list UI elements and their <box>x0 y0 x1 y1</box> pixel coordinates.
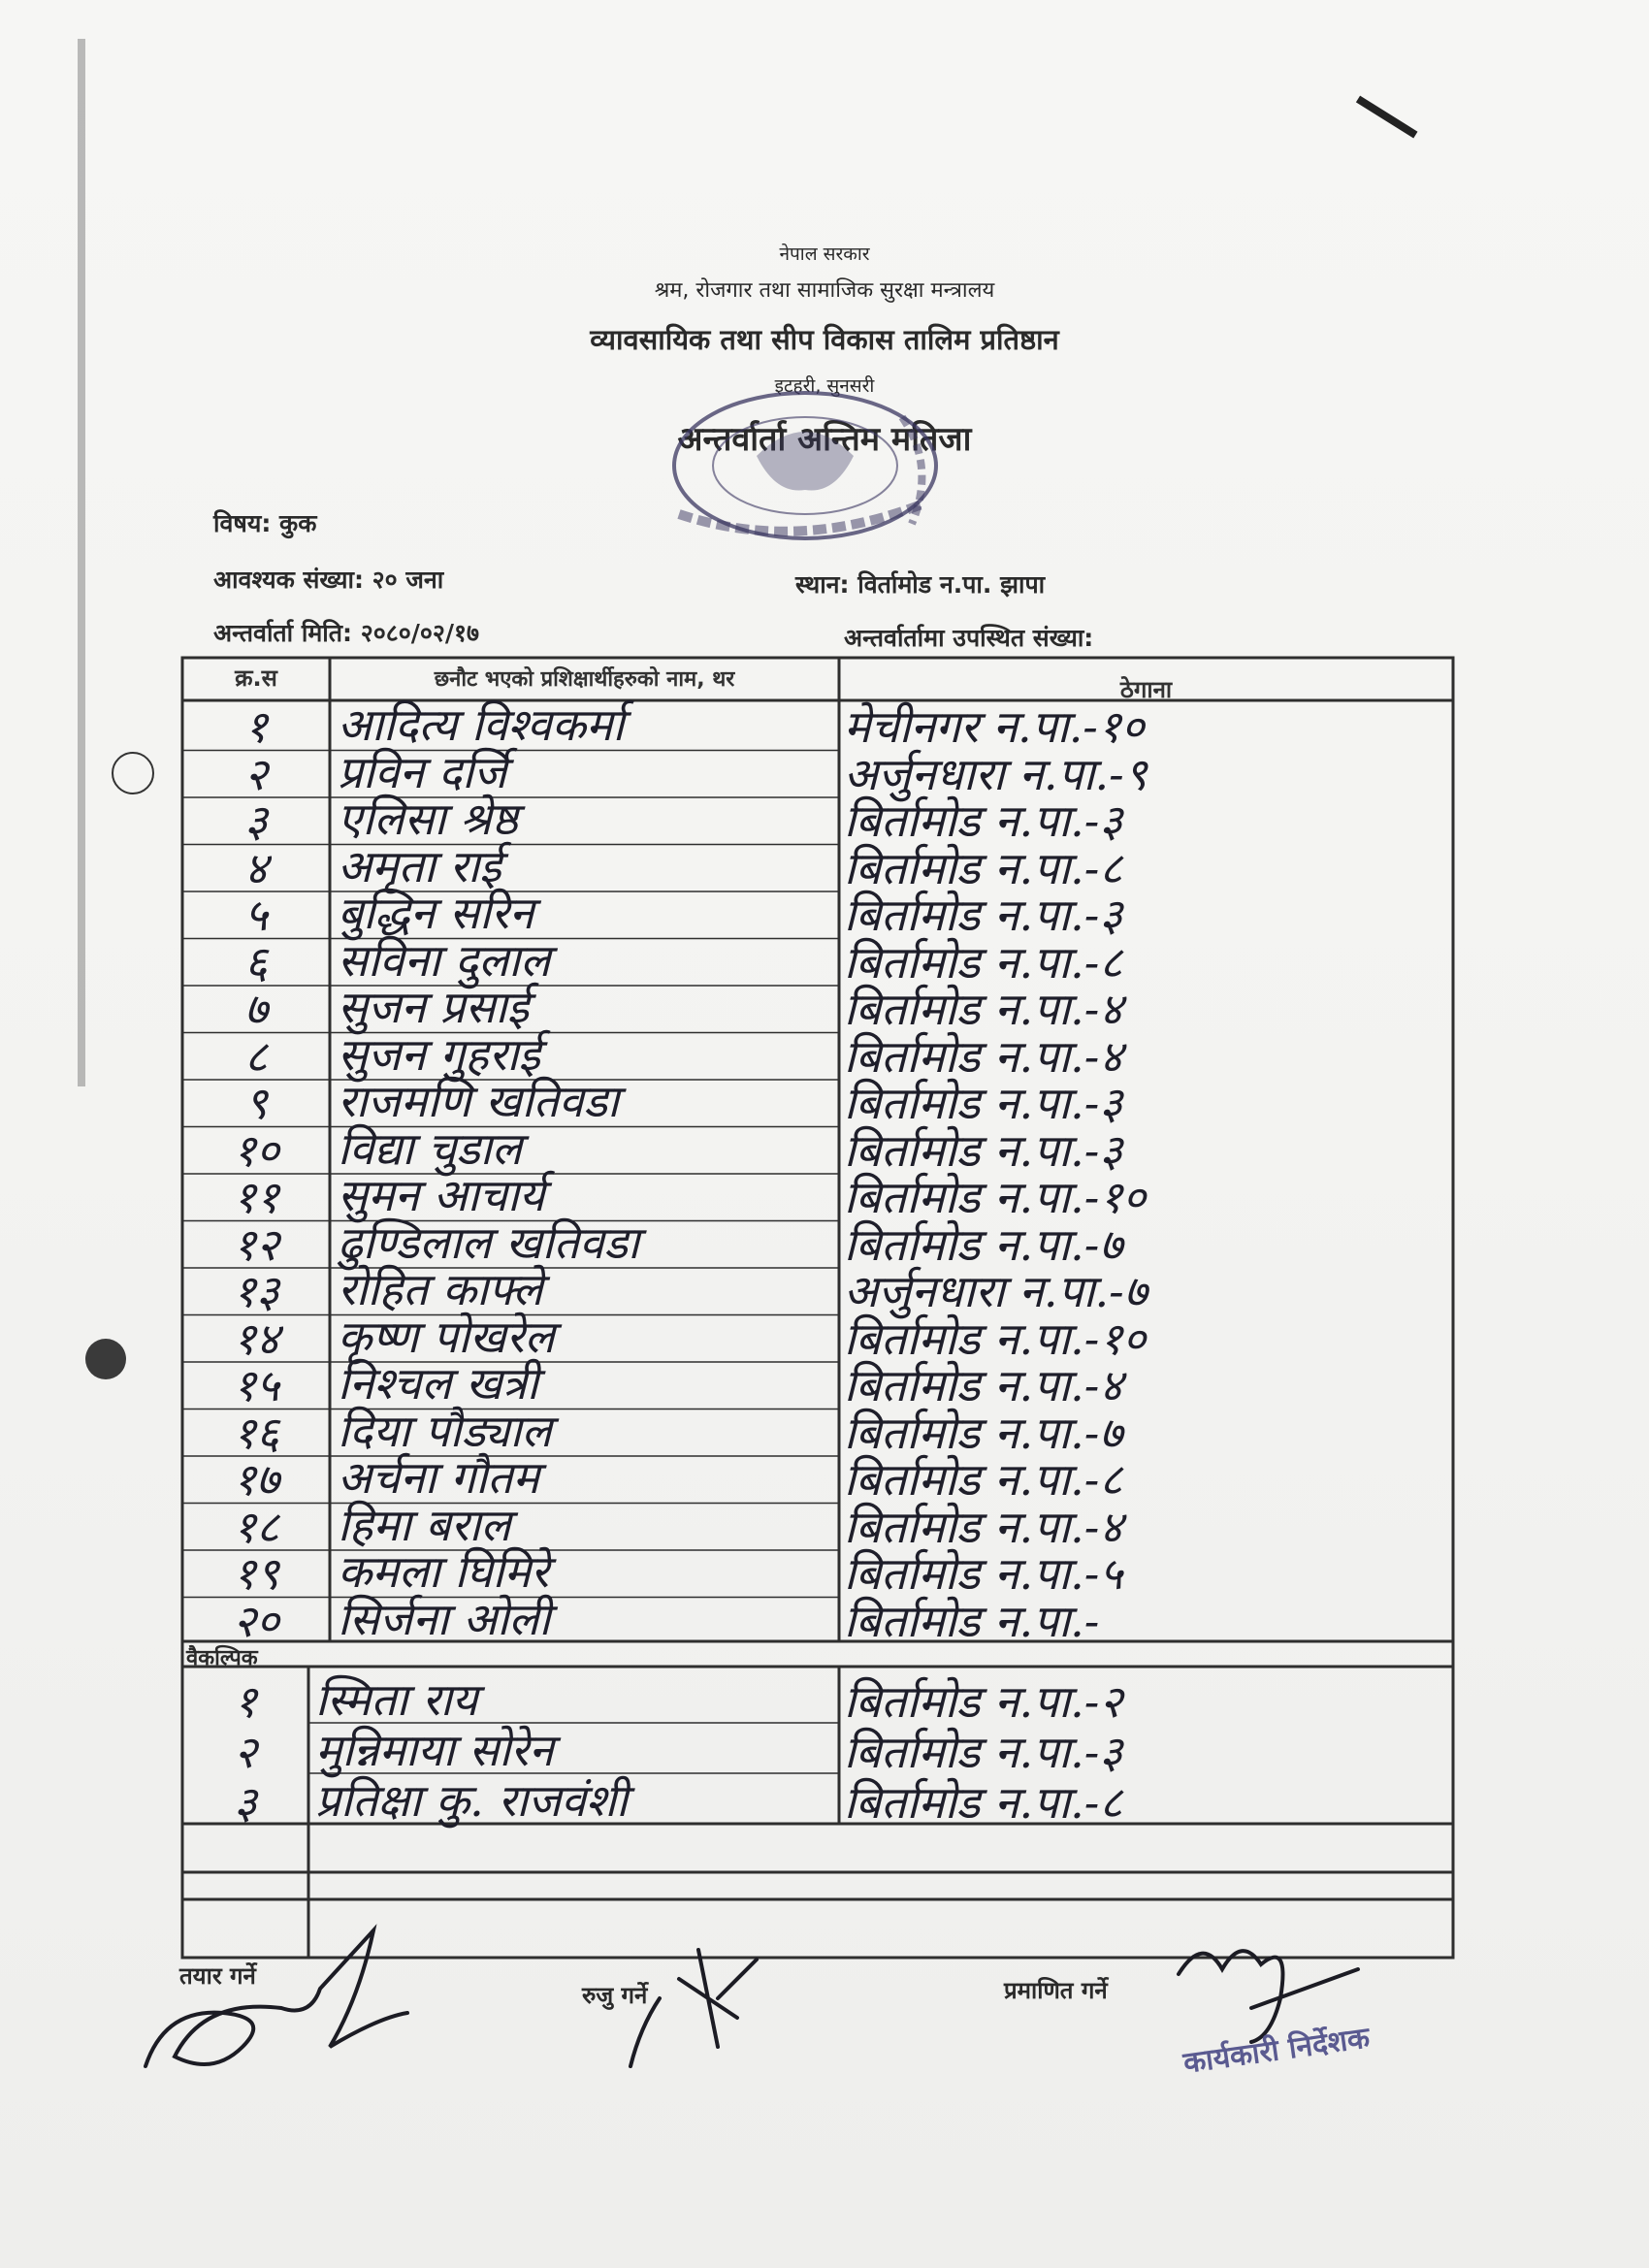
row-name: निश्चल खत्री <box>338 1357 538 1409</box>
row-address: बिर्तामोड न.पा.-३ <box>844 1077 1123 1129</box>
row-address: बिर्तामोड न.पा.-८ <box>844 841 1123 894</box>
row-address: बिर्तामोड न.पा.-७ <box>844 1406 1123 1459</box>
row-address: बिर्तामोड न.पा.-७ <box>844 1217 1123 1271</box>
row-name: विद्या चुडाल <box>338 1121 522 1175</box>
row-serial: १० <box>233 1123 279 1177</box>
row-name: सुमन आचार्य <box>338 1169 545 1221</box>
row-name: सिर्जना ओली <box>338 1592 551 1645</box>
alternate-serial: २ <box>234 1726 257 1778</box>
row-address: बिर्तामोड न.पा.-३ <box>844 794 1123 847</box>
row-name: अमृता राई <box>338 839 501 892</box>
row-name: अर्चना गौतम <box>338 1451 539 1504</box>
interview-date: अन्तर्वार्ता मिति: २०८०/०२/१७ <box>213 619 479 647</box>
row-name: प्रविन दर्जि <box>338 745 507 798</box>
row-serial: १९ <box>233 1547 279 1600</box>
row-serial: ६ <box>244 935 268 988</box>
signature-checked <box>630 1950 757 2066</box>
row-serial: ९ <box>244 1077 268 1129</box>
row-address: बिर्तामोड न.पा.- <box>844 1594 1100 1647</box>
signature-prepared <box>146 1930 407 2066</box>
row-address: मेचीनगर न.पा.-१० <box>844 700 1145 753</box>
row-address: बिर्तामोड न.पा.-४ <box>844 983 1123 1035</box>
subject-label: विषय: कुक <box>213 509 317 537</box>
alternate-serial: ३ <box>234 1776 257 1829</box>
row-serial: ५ <box>244 889 268 941</box>
row-address: बिर्तामोड न.पा.-८ <box>844 935 1123 988</box>
row-name: कृष्ण पोखरेल <box>338 1310 555 1363</box>
prepared-by-label: तयार गर्ने <box>179 1962 256 1990</box>
row-serial: ३ <box>244 794 268 847</box>
alternate-serial: १ <box>234 1675 257 1728</box>
row-name: सविना दुलाल <box>338 933 551 987</box>
row-name: रोहित काफ्ले <box>338 1263 543 1315</box>
row-address: बिर्तामोड न.पा.-४ <box>844 1029 1123 1083</box>
row-name: राजमणि खतिवडा <box>338 1075 620 1127</box>
row-serial: १३ <box>233 1265 279 1317</box>
row-serial: ८ <box>244 1029 268 1083</box>
row-name: कमला घिमिरे <box>338 1545 549 1598</box>
govt-label: नेपाल सरकार <box>779 243 870 265</box>
row-serial: १८ <box>233 1500 279 1553</box>
row-address: अर्जुनधारा न.पा.-७ <box>844 1265 1148 1317</box>
row-address: बिर्तामोड न.पा.-३ <box>844 889 1123 941</box>
checked-by-label: रुजु गर्ने <box>582 1982 648 2009</box>
row-name: आदित्य विश्वकर्मा <box>338 698 625 751</box>
row-serial: ४ <box>244 841 268 894</box>
row-name: ढुण्डिलाल खतिवडा <box>338 1215 640 1269</box>
row-serial: १५ <box>233 1359 279 1411</box>
row-serial: ११ <box>233 1171 279 1223</box>
row-address: बिर्तामोड न.पा.-८ <box>844 1453 1123 1506</box>
alternate-label: वैकल्पिक <box>186 1646 258 1670</box>
row-address: बिर्तामोड न.पा.-४ <box>844 1500 1123 1553</box>
row-name: बुद्धिन सरिन <box>338 887 534 939</box>
row-name: एलिसा श्रेष्ठ <box>338 793 518 845</box>
row-address: बिर्तामोड न.पा.-१० <box>844 1312 1147 1365</box>
row-address: बिर्तामोड न.पा.-३ <box>844 1123 1123 1177</box>
row-name: हिमा बराल <box>338 1498 511 1551</box>
row-address: बिर्तामोड न.पा.-४ <box>844 1359 1123 1411</box>
executive-director-stamp: कार्यकारी निर्देशक <box>1180 2021 1373 2081</box>
row-address: अर्जुनधारा न.पा.-९ <box>844 747 1148 800</box>
row-address: बिर्तामोड न.पा.-१० <box>844 1171 1147 1223</box>
row-serial: ७ <box>244 983 268 1035</box>
required-count: आवश्यक संख्या: २० जना <box>213 566 444 594</box>
alternate-name: मुन्निमाया सोरेन <box>315 1724 554 1776</box>
alternate-name: स्मिता राय <box>315 1673 478 1726</box>
ministry-label: श्रम, रोजगार तथा सामाजिक सुरक्षा मन्त्रालय <box>654 278 995 303</box>
row-serial: २ <box>244 747 268 800</box>
alternate-name: प्रतिक्षा कु. राजवंशी <box>315 1774 629 1827</box>
institute-title: व्यावसायिक तथा सीप विकास तालिम प्रतिष्ठान <box>590 323 1059 356</box>
row-name: दिया पौड्याल <box>338 1404 552 1457</box>
row-address: बिर्तामोड न.पा.-५ <box>844 1547 1123 1600</box>
approved-by-label: प्रमाणित गर्ने <box>1004 1977 1108 2004</box>
row-serial: १४ <box>233 1312 279 1365</box>
alternate-address: बिर्तामोड न.पा.-८ <box>844 1776 1123 1829</box>
row-serial: १२ <box>233 1217 279 1271</box>
attendance-count: अन्तर्वार्तामा उपस्थित संख्या: <box>844 624 1094 652</box>
row-name: सुजन प्रसाई <box>338 981 530 1033</box>
place-label: स्थान: विर्तामोड न.पा. झापा <box>795 570 1046 599</box>
location-label: इटहरी, सुनसरी <box>774 375 875 397</box>
column-header-name: छनौट भएको प्रशिक्षार्थीहरुको नाम, थर <box>434 667 735 692</box>
row-serial: १६ <box>233 1406 279 1459</box>
row-serial: २० <box>233 1594 279 1647</box>
row-serial: १७ <box>233 1453 279 1506</box>
row-name: सुजन गुहराई <box>338 1027 541 1081</box>
row-serial: १ <box>244 700 268 753</box>
alternate-address: बिर्तामोड न.पा.-२ <box>844 1675 1123 1728</box>
page-title: अन्तर्वार्ता अन्तिम मतिजा <box>677 420 972 459</box>
alternate-address: बिर्तामोड न.पा.-३ <box>844 1726 1123 1778</box>
column-header-address: ठेगाना <box>1119 676 1173 703</box>
column-header-sn: क्र.स <box>235 664 277 692</box>
